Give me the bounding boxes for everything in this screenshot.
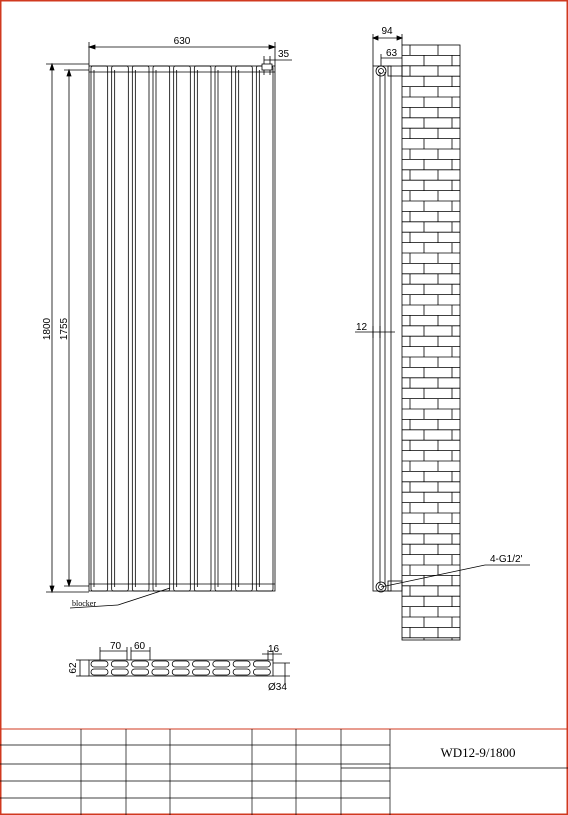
plan-tube — [152, 661, 169, 667]
plan-tube — [152, 669, 169, 675]
gap-width-label: 60 — [134, 641, 146, 652]
front-view — [46, 42, 292, 608]
plan-tube — [91, 661, 108, 667]
radiator-column — [91, 66, 108, 591]
radiator-column — [256, 66, 273, 591]
radiator-columns — [91, 66, 273, 591]
plan-tube — [132, 669, 149, 675]
plan-tube — [233, 661, 250, 667]
top-valve — [376, 66, 386, 76]
plan-tube — [253, 661, 270, 667]
end-offset-label: 35 — [278, 49, 290, 60]
pitch-label: 70 — [110, 641, 122, 652]
title-block — [0, 729, 568, 815]
plan-tube — [111, 661, 128, 667]
plan-view — [76, 647, 290, 684]
plan-outline — [89, 660, 273, 676]
radiator-outline — [89, 66, 275, 591]
blocker-label: blocker — [72, 599, 96, 608]
side-view — [355, 34, 530, 640]
model-number: WD12-9/1800 — [440, 745, 516, 760]
connection-label: 4-G1/2' — [490, 554, 523, 565]
radiator-column — [132, 66, 149, 591]
radiator-column — [236, 66, 253, 591]
plan-tube — [172, 661, 189, 667]
plan-depth-label: 62 — [68, 662, 79, 674]
plan-tube — [233, 669, 250, 675]
gap-label: 12 — [356, 322, 368, 333]
height-label: 1800 — [42, 317, 53, 341]
depth-label: 94 — [381, 26, 393, 37]
radiator-side-profile — [373, 66, 391, 591]
plan-tube — [132, 661, 149, 667]
width-label: 630 — [173, 36, 191, 47]
connection-leader — [381, 565, 485, 587]
pipe-diameter-label: Ø34 — [268, 682, 287, 693]
centers-label: 1755 — [59, 317, 70, 341]
plan-tube — [193, 669, 210, 675]
plan-tube — [193, 661, 210, 667]
blocker-leader — [118, 588, 170, 605]
plan-tube — [172, 669, 189, 675]
radiator-column — [153, 66, 170, 591]
plan-tube — [111, 669, 128, 675]
radiator-column — [174, 66, 191, 591]
plan-tube — [91, 669, 108, 675]
wall-offset-label: 63 — [386, 48, 398, 59]
plan-tube — [253, 669, 270, 675]
plan-tube — [213, 661, 230, 667]
radiator-column — [194, 66, 211, 591]
radiator-column — [112, 66, 129, 591]
plan-tube — [213, 669, 230, 675]
plan-end-label: 16 — [268, 644, 280, 655]
brick-pattern — [402, 45, 460, 640]
radiator-column — [215, 66, 232, 591]
plan-tubes — [91, 661, 270, 675]
brick-wall — [402, 45, 460, 640]
